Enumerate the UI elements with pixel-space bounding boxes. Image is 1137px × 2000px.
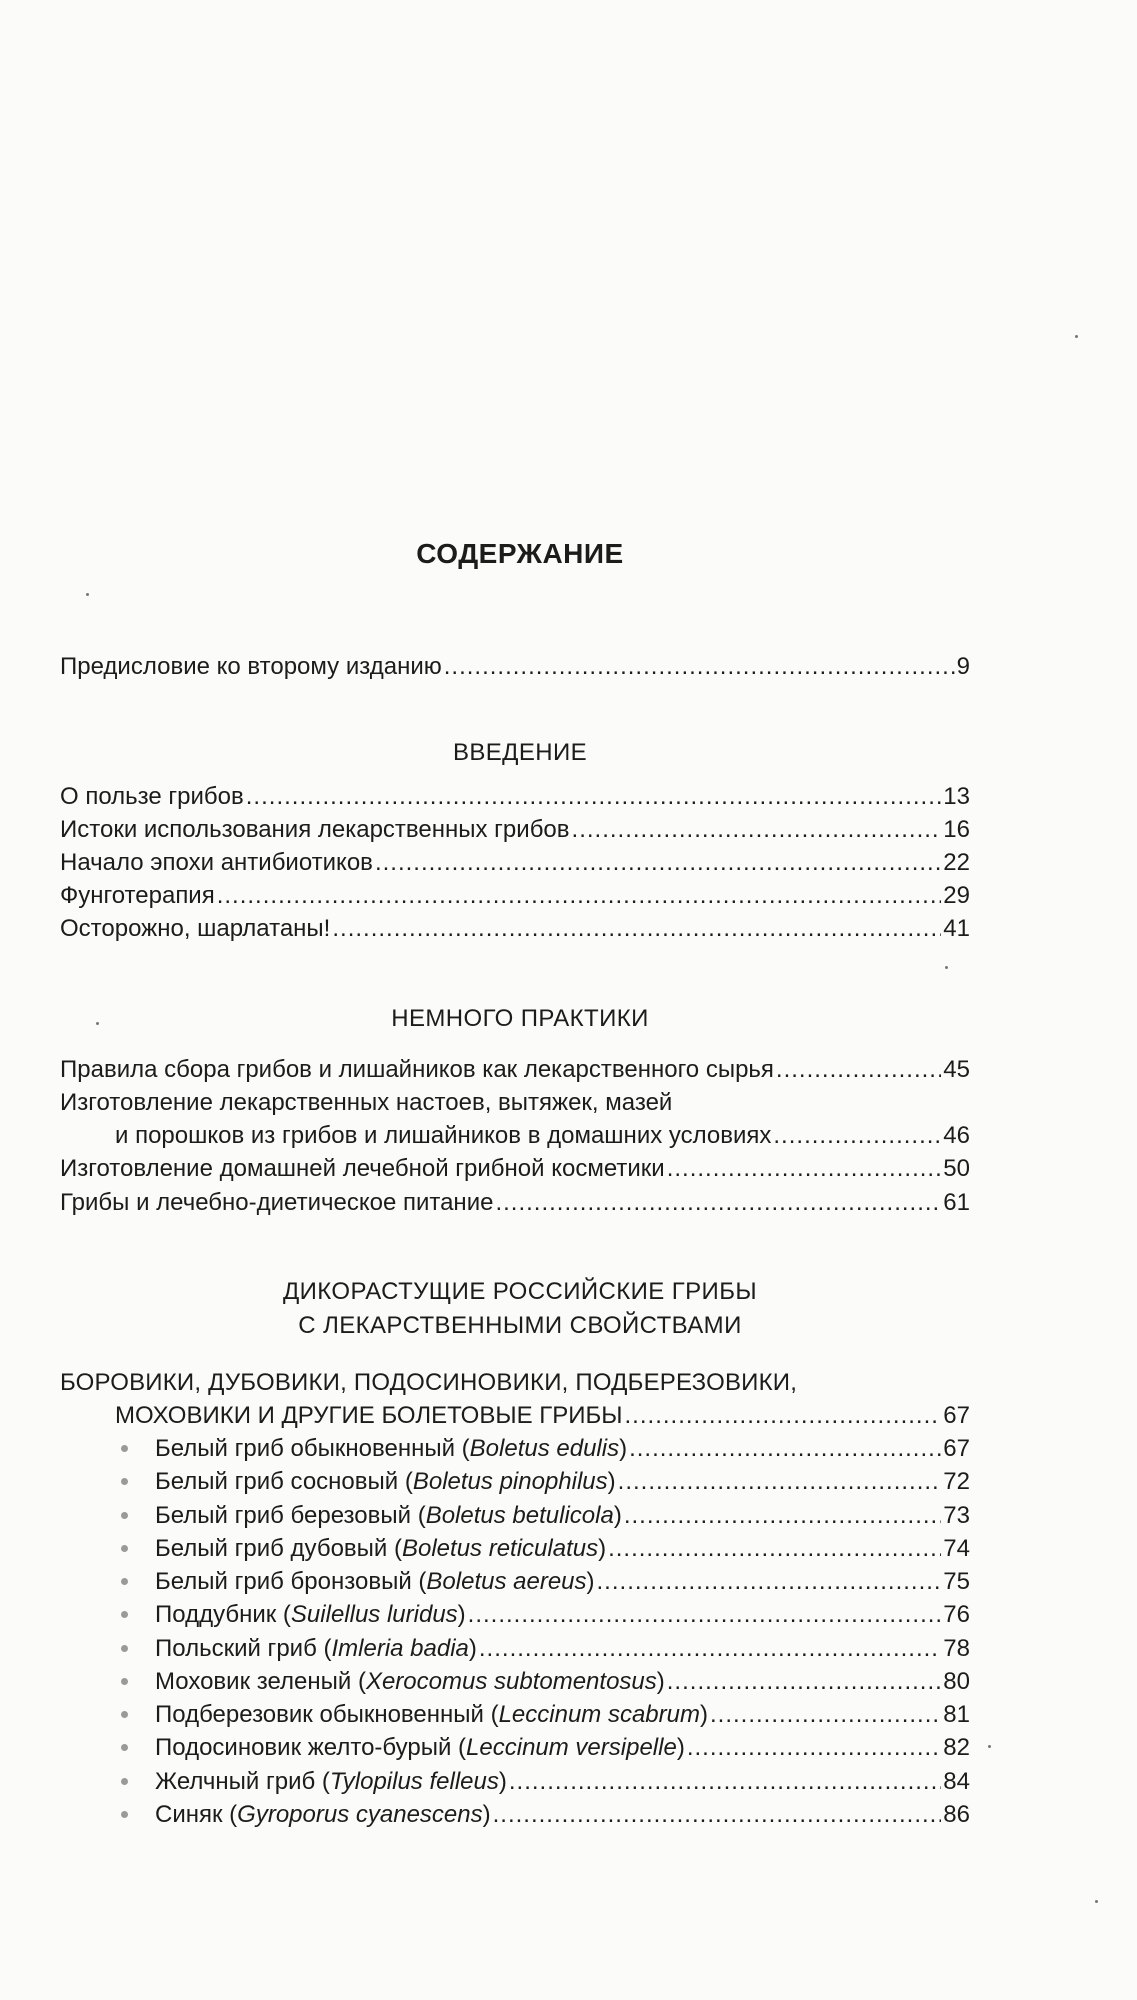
bullet-icon [121,1678,128,1685]
species-close: ) [482,1801,491,1828]
bullet-icon [121,1578,128,1585]
section-heading-practice: НЕМНОГО ПРАКТИКИ [391,1005,649,1032]
entry-page-number: 75 [943,1568,970,1595]
toc-species-entry[interactable] [155,1532,970,1565]
scan-speck [945,966,948,969]
bullet-icon [121,1478,128,1485]
dot-leader [246,780,942,813]
species-name: Белый гриб бронзовый ( [155,1568,427,1595]
scan-speck [988,1745,991,1748]
toc-entry[interactable] [60,1186,970,1219]
species-name: Поддубник ( [155,1601,291,1628]
dot-leader [776,1053,941,1086]
entry-page-number: 13 [943,783,970,810]
entry-label [155,1598,466,1631]
species-latin: Boletus edulis [469,1435,620,1462]
species-latin: Boletus aereus [426,1568,587,1595]
toc-species-entry[interactable] [155,1765,970,1798]
entry-page-number: 46 [943,1122,970,1149]
species-close: ) [468,1635,477,1662]
dot-leader [597,1565,942,1598]
species-name: Белый гриб сосновый ( [155,1468,413,1495]
species-latin: Boletus betulicola [425,1502,614,1529]
toc-species-entry[interactable] [155,1598,970,1631]
entry-label [155,1499,622,1532]
toc-species-entry[interactable] [155,1465,970,1498]
toc-entry[interactable] [60,813,970,846]
species-name: Подберезовик обыкновенный ( [155,1701,499,1728]
entry-label: Фунготерапия [60,882,215,909]
species-latin: Leccinum scabrum [498,1701,700,1728]
species-name: Белый гриб обыкновенный ( [155,1435,470,1462]
dot-leader [667,1665,942,1698]
entry-page-number: 9 [956,653,970,680]
toc-entry[interactable] [60,1152,970,1185]
species-close: ) [619,1435,628,1462]
entry-page-number: 73 [943,1502,970,1529]
bullet-icon [121,1778,128,1785]
dot-leader [495,1186,941,1219]
dot-leader [618,1465,942,1498]
toc-entry[interactable] [60,846,970,879]
toc-species-entry[interactable] [155,1665,970,1698]
species-close: ) [457,1601,466,1628]
species-name: Желчный гриб ( [155,1768,330,1795]
entry-page-number: 86 [943,1801,970,1828]
entry-label: Правила сбора грибов и лишайников как лекарственного сырья [60,1056,774,1083]
dot-leader [572,813,942,846]
toc-species-entry[interactable] [155,1565,970,1598]
species-name: Подосиновик желто-бурый ( [155,1734,467,1761]
species-close: ) [598,1535,607,1562]
dot-leader [625,1399,942,1432]
bullet-icon [121,1744,128,1751]
toc-species-entry[interactable] [155,1632,970,1665]
section-heading-wild-line2: С ЛЕКАРСТВЕННЫМИ СВОЙСТВАМИ [298,1312,742,1339]
dot-leader [493,1798,942,1831]
bullet-icon [121,1445,128,1452]
entry-page-number: 45 [943,1056,970,1083]
bullet-icon [121,1512,128,1519]
entry-label [155,1632,477,1665]
entry-page-number: 22 [943,849,970,876]
species-latin: Leccinum versipelle [466,1734,677,1761]
dot-leader [217,879,942,912]
toc-species-entry[interactable] [155,1698,970,1731]
bullet-icon [121,1711,128,1718]
dot-leader [375,846,941,879]
dot-leader [608,1532,941,1565]
entry-label [155,1432,627,1465]
entry-label: Грибы и лечебно-диетическое питание [60,1189,494,1216]
toc-species-entry[interactable] [155,1798,970,1831]
section-heading-wild: ДИКОРАСТУЩИЕ РОССИЙСКИЕ ГРИБЫ [282,1278,758,1305]
scan-speck [86,593,89,596]
entry-label: Предисловие ко второму изданию [60,653,442,680]
bullet-icon [121,1645,128,1652]
entry-label [155,1798,491,1831]
entry-label: Истоки использования лекарственных грибов [60,816,570,843]
entry-page-number: 78 [943,1635,970,1662]
group-heading-boletes[interactable]: БОРОВИКИ, ДУБОВИКИ, ПОДОСИНОВИКИ, ПОДБЕРЕЗОВИКИ, [60,1369,798,1396]
entry-page-number: 76 [943,1601,970,1628]
entry-label: МОХОВИКИ И ДРУГИЕ БОЛЕТОВЫЕ ГРИБЫ [115,1402,623,1429]
species-close: ) [607,1468,616,1495]
dot-leader [444,650,955,683]
entry-page-number: 29 [943,882,970,909]
species-close: ) [656,1668,665,1695]
dot-leader [687,1731,941,1764]
species-latin: Suilellus luridus [290,1601,458,1628]
entry-page-number: 74 [943,1535,970,1562]
scan-speck [1095,1900,1098,1903]
entry-label [155,1698,708,1731]
dot-leader [509,1765,941,1798]
bullet-icon [121,1545,128,1552]
section-heading-intro: ВВЕДЕНИЕ [452,739,588,766]
entry-label [155,1532,606,1565]
dot-leader [479,1632,941,1665]
species-name: Польский гриб ( [155,1635,332,1662]
species-name: Моховик зеленый ( [155,1668,366,1695]
toc-entry[interactable] [60,780,970,813]
entry-page-number: 80 [943,1668,970,1695]
entry-page-number: 61 [943,1189,970,1216]
species-name: Белый гриб березовый ( [155,1502,426,1529]
species-latin: Boletus reticulatus [401,1535,599,1562]
scan-speck [1075,335,1078,338]
species-latin: Boletus pinophilus [412,1468,608,1495]
entry-page-number: 81 [943,1701,970,1728]
bullet-icon [121,1611,128,1618]
entry-label [155,1731,685,1764]
page-title: СОДЕРЖАНИЕ [416,538,624,569]
toc-entry[interactable] [60,1053,970,1086]
species-latin: Gyroporus cyanescens [237,1801,483,1828]
species-close: ) [498,1768,507,1795]
species-close: ) [586,1568,595,1595]
entry-page-number: 67 [943,1402,970,1429]
dot-leader [624,1499,941,1532]
dot-leader [629,1432,941,1465]
dot-leader [773,1119,941,1152]
entry-page-number: 41 [943,915,970,942]
entry-label: О пользе грибов [60,783,244,810]
species-latin: Imleria badia [331,1635,469,1662]
entry-page-number: 50 [943,1155,970,1182]
dot-leader [667,1152,942,1185]
species-name: Белый гриб дубовый ( [155,1535,402,1562]
entry-label: Изготовление домашней лечебной грибной косметики [60,1155,665,1182]
toc-entry-first-line[interactable]: Изготовление лекарственных настоев, вытяжек, мазей [60,1089,673,1116]
entry-label: Начало эпохи антибиотиков [60,849,373,876]
toc-species-entry[interactable] [155,1432,970,1465]
toc-entry[interactable] [60,879,970,912]
entry-label: Осторожно, шарлатаны! [60,915,331,942]
species-close: ) [676,1734,685,1761]
toc-species-entry[interactable] [155,1499,970,1532]
toc-species-entry[interactable] [155,1731,970,1764]
entry-page-number: 84 [943,1768,970,1795]
dot-leader [710,1698,941,1731]
species-close: ) [613,1502,622,1529]
species-latin: Tylopilus felleus [329,1768,499,1795]
entry-label [155,1665,665,1698]
bullet-icon [121,1811,128,1818]
dot-leader [332,912,941,945]
entry-page-number: 16 [943,816,970,843]
entry-page-number: 82 [943,1734,970,1761]
toc-entry-preface[interactable] [60,650,970,683]
entry-page-number: 67 [943,1435,970,1462]
dot-leader [468,1598,942,1631]
species-name: Синяк ( [155,1801,238,1828]
entry-label [155,1565,595,1598]
toc-entry-group[interactable] [115,1399,970,1432]
entry-label: и порошков из грибов и лишайников в домашних условиях [115,1122,772,1149]
toc-entry[interactable] [115,1119,970,1152]
entry-label [155,1765,507,1798]
species-latin: Xerocomus subtomentosus [365,1668,657,1695]
entry-page-number: 72 [943,1468,970,1495]
toc-entry[interactable] [60,912,970,945]
species-close: ) [700,1701,708,1728]
entry-label [155,1465,616,1498]
